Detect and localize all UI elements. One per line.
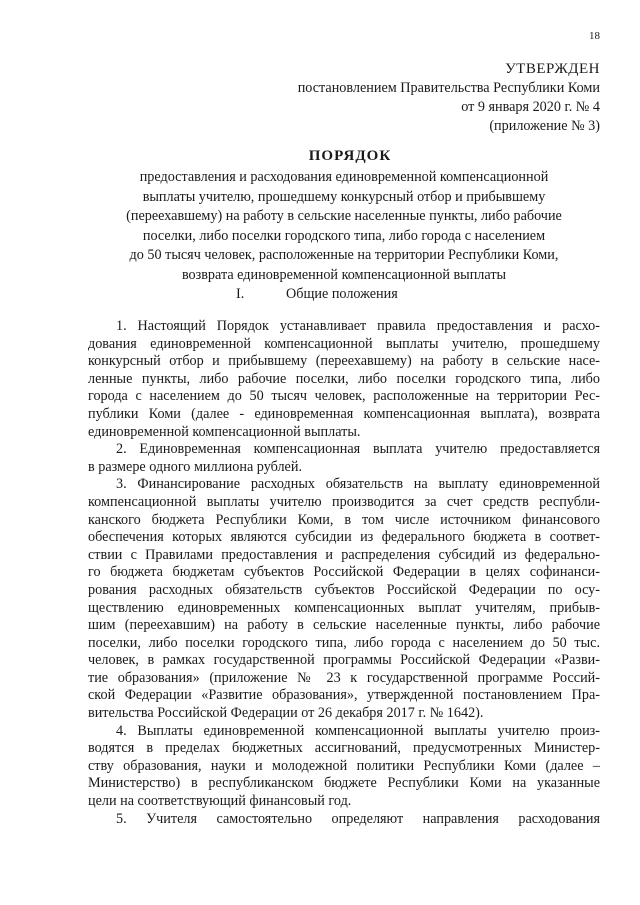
paragraph-line: вительства Российской Федерации от 26 декабря 2017 г. № 1642). [88, 705, 484, 722]
paragraph-line: ленные пункты, либо рабочие поселки, либо поселки городского типа, либо [88, 370, 600, 387]
paragraph-1 [88, 318, 600, 441]
paragraph-line: шим (переехавшим) на работу в сельские населенные пункты, либо рабочие [88, 617, 600, 634]
paragraph-line: го бюджета бюджетам субъектов Российской Федерации в целях софинанси- [88, 564, 600, 581]
approval-line: (приложение № 3) [489, 118, 600, 134]
paragraph-line: ществлению единовременных компенсационных выплат учителям, прибыв- [88, 599, 600, 616]
page-number: 18 [589, 30, 600, 42]
paragraph-3 [88, 476, 600, 722]
paragraph-line: публики Коми (далее - единовременная компенсационная выплата), возврата [88, 405, 600, 422]
subtitle-line: выплаты учителю, прошедшему конкурсный отбор и прибывшему [142, 188, 546, 205]
section-heading [236, 286, 398, 303]
paragraph-line: 4. Выплаты единовременной компенсационной выплаты учителю произ- [116, 722, 600, 739]
document-subtitle [98, 168, 590, 285]
paragraph-line: 1. Настоящий Порядок устанавливает правила предоставления и расхо- [116, 318, 600, 334]
paragraph-line: рования расходных обязательств субъектов Российской Федерации по осу- [88, 581, 600, 598]
paragraph-5 [88, 811, 600, 829]
paragraph-line: компенсационной выплаты учителю производится за счет средств республи- [88, 493, 600, 510]
paragraph-line: 2. Единовременная компенсационная выплата учителю предоставляется [116, 441, 600, 458]
paragraph-line: обеспечения которых являются субсидии из федерального бюджета в соответ- [88, 529, 600, 546]
subtitle-line: поселки, либо поселки городского типа, либо города с населением [142, 227, 546, 244]
paragraph-line: поселки, либо поселки городского типа, либо города с населением до 50 тыс. [88, 634, 600, 651]
paragraph-2 [88, 441, 600, 476]
subtitle-line: (переехавшему) на работу в сельские населенные пункты, либо рабочие [126, 208, 562, 224]
paragraph-line: единовременной компенсационной выплаты. [88, 423, 361, 440]
paragraph-line: канского бюджета Республики Коми, в том числе источником финансового [88, 511, 600, 528]
section-number: I. [236, 286, 245, 302]
approval-line: УТВЕРЖДЕН [505, 61, 600, 77]
paragraph-line: ствии с Правилами предоставления и распределения субсидий из федерально- [88, 546, 600, 563]
paragraph-line: ству образования, науки и молодежной политики Республики Коми (далее – [88, 757, 600, 774]
paragraph-line: Министерство) в республиканском бюджете Республики Коми на указанные [88, 775, 600, 792]
paragraph-line: дования единовременной компенсационной выплаты учителю, прошедшему [88, 335, 600, 352]
approval-line: от 9 января 2020 г. № 4 [461, 99, 600, 115]
subtitle-line: до 50 тысяч человек, расположенные на территории Республики Коми, [129, 247, 559, 263]
paragraph-line: тие образования» (приложение № 23 к государственной программе Россий- [88, 669, 600, 686]
approval-line: постановлением Правительства Республики Коми [297, 80, 600, 96]
paragraph-line: в размере одного миллиона рублей. [88, 458, 302, 475]
paragraph-line: человек, в рамках государственной программы Российской Федерации «Разви- [88, 652, 600, 669]
subtitle-line: возврата единовременной компенсационной выплаты [181, 266, 507, 283]
paragraph-line: ской Федерации «Развитие образования», утвержденной постановлением Пра- [88, 687, 600, 704]
paragraph-line: водятся в пределах бюджетных ассигнований, предусмотренных Министер- [88, 740, 600, 757]
subtitle-line: предоставления и расходования единовременной компенсационной [139, 169, 549, 185]
paragraph-line: 3. Финансирование расходных обязательств на выплату единовременной [116, 476, 600, 493]
paragraph-4 [88, 723, 600, 811]
paragraph-line: цели на соответствующий финансовый год. [88, 793, 352, 810]
paragraph-line: 5. Учителя самостоятельно определяют направления расходования [116, 810, 600, 827]
document-body [88, 318, 600, 828]
paragraph-line: города с населением до 50 тысяч человек, расположенные на территории Рес- [88, 388, 600, 405]
document-title: ПОРЯДОК [308, 148, 392, 164]
section-title: Общие положения [286, 286, 398, 302]
approval-stamp [298, 60, 600, 136]
paragraph-line: конкурсный отбор и прибывшему (переехавшему) на работу в сельские насе- [88, 353, 600, 370]
